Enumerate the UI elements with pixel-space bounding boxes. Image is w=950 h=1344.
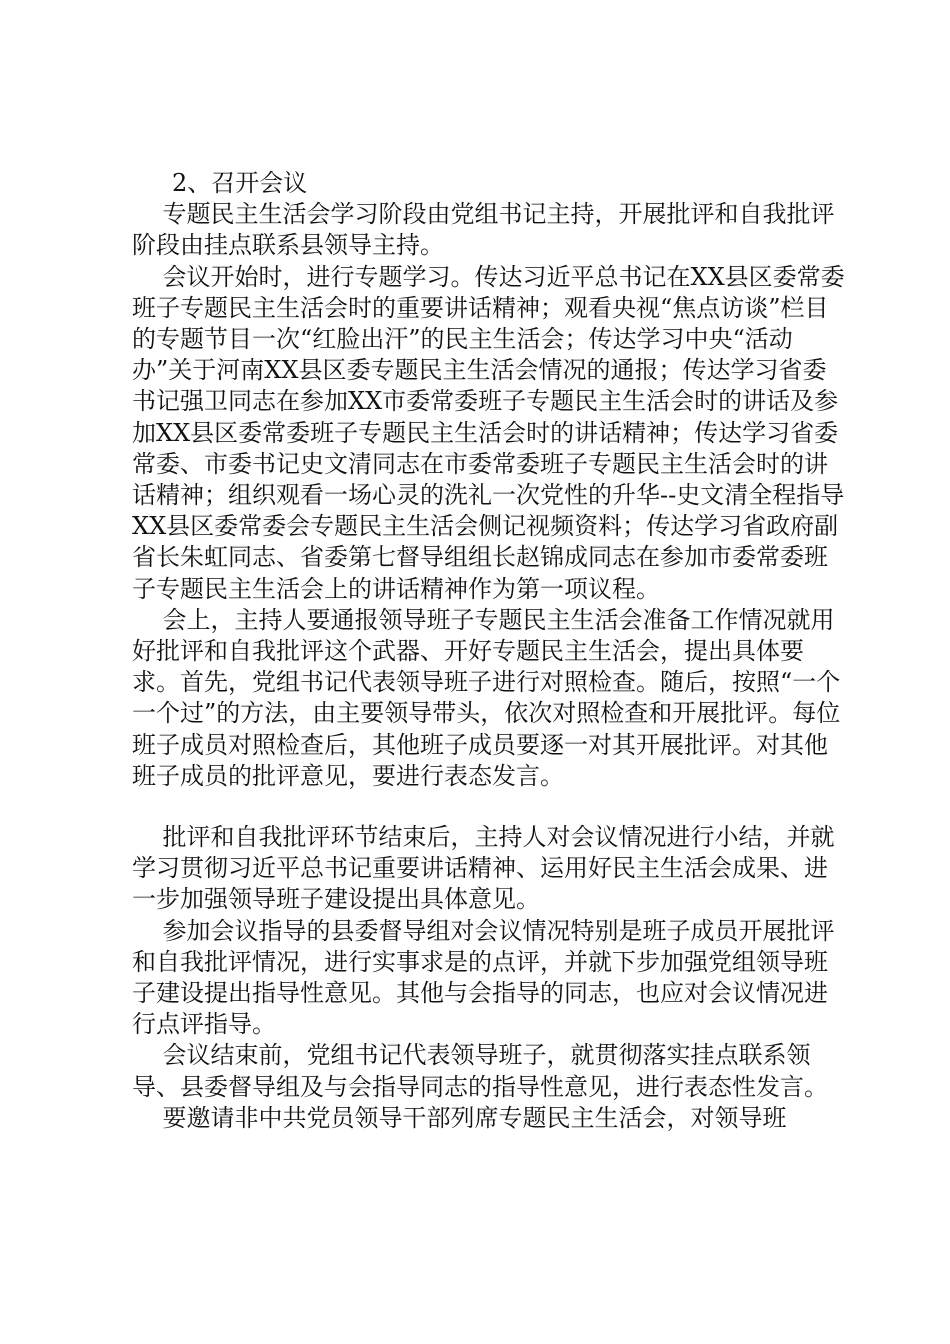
- paragraph-3: 会上，主持人要通报领导班子专题民主生活会准备工作情况就用好批评和自我批评这个武器、开好专题民主生活会，提出具体要求。首先，党组书记代表领导班子进行对照检查。随后，按照“一个一个过”的方法，由主要领导带头，依次对照检查和开展批评。每位班子成员对照检查后，其他班子成员要逐一对其开展批评。对其他班子成员的批评意见，要进行表态发言。: [132, 605, 841, 790]
- paragraph-2: 会议开始时，进行专题学习。传达习近平总书记在XX县区委常委班子专题民主生活会时的重要讲话精神；观看央视“焦点访谈”栏目的专题节目一次“红脸出汗”的民主生活会；传达学习中央“活动办”关于河南XX县区委专题民主生活会情况的通报；传达学习省委书记强卫同志在参加XX市委常委班子专题民主生活会时的讲话及参加XX县区委常委班子专题民主生活会时的讲话精神；传达学习省委常委、市委书记史文清同志在市委常委班子专题民主生活会时的讲话精神；组织观看一场心灵的洗礼一次党性的升华--史文清全程指导XX县区委常委会专题民主生活会侧记视频资料；传达学习省政府副省长朱虹同志、省委第七督导组组长赵锦成同志在参加市委常委班子专题民主生活会上的讲话精神作为第一项议程。: [132, 262, 845, 603]
- paragraph-4: 批评和自我批评环节结束后，主持人对会议情况进行小结，并就学习贯彻习近平总书记重要讲话精神、运用好民主生活会成果、进一步加强领导班子建设提出具体意见。: [132, 823, 835, 914]
- section-heading: 2、召开会议: [172, 169, 308, 197]
- paragraph-7: 要邀请非中共党员领导干部列席专题民主生活会，对领导班: [132, 1103, 787, 1132]
- paragraph-gap: [132, 792, 847, 822]
- document-body: [132, 168, 847, 1134]
- paragraph-6: 会议结束前，党组书记代表领导班子，就贯彻落实挂点联系领导、县委督导组及与会指导同志的指导性意见，进行表态性发言。: [132, 1041, 828, 1101]
- paragraph-5: 参加会议指导的县委督导组对会议情况特别是班子成员开展批评和自我批评情况，进行实事求是的点评，并就下步加强党组领导班子建设提出指导性意见。其他与会指导的同志，也应对会议情况进行点评指导。: [132, 916, 835, 1039]
- paragraph-1: 专题民主生活会学习阶段由党组书记主持，开展批评和自我批评阶段由挂点联系县领导主持。: [132, 200, 835, 260]
